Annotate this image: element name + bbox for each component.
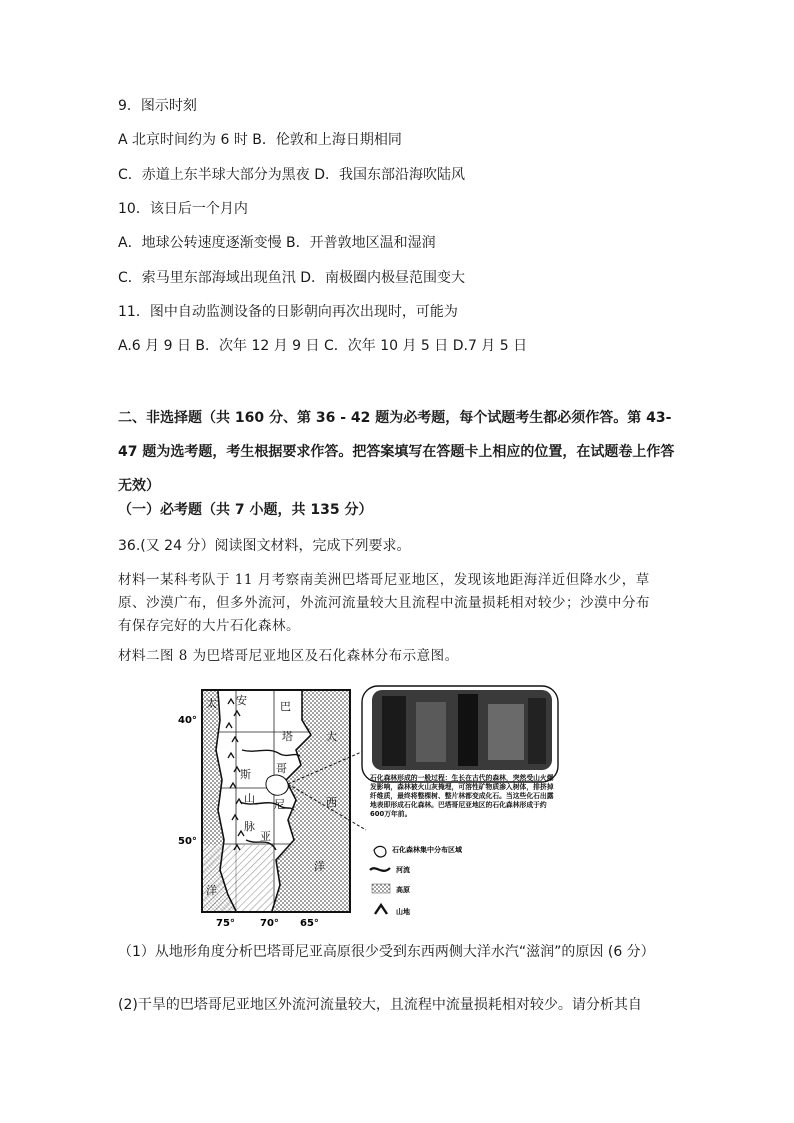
lon-label-65: 65° bbox=[300, 918, 319, 929]
question-11-stem: 11．图中自动监测设备的日影朝向再次出现时，可能为 bbox=[118, 304, 458, 320]
lat-label-50: 50° bbox=[178, 836, 197, 847]
map-label-si: 斯 bbox=[240, 768, 251, 781]
question-11-options: A.6 月 9 日 B．次年 12 月 9 日 C．次年 10 月 5 日 D.7 月 5 日 bbox=[118, 338, 528, 354]
map-label-da: 大 bbox=[326, 730, 337, 743]
material-1-line: 有保存完好的大片石化森林。 bbox=[118, 618, 300, 634]
legend-river-label: 河流 bbox=[396, 866, 410, 874]
legend-mountain-symbol bbox=[375, 905, 387, 914]
question-36-intro: 36.(又 24 分）阅读图文材料，完成下列要求。 bbox=[118, 538, 411, 554]
lon-label-70: 70° bbox=[260, 918, 279, 929]
map-label-ya: 亚 bbox=[260, 830, 271, 843]
section-heading: 二、非选择题（共 160 分、第 36 - 42 题为必考题，每个试题考生都必须作答。第 43-47 题为选考题，考生根据要求作答。把答案填写在答题卡上相应的位置，在试题卷上作答无效） bbox=[118, 410, 675, 494]
map-label-tai: 太 bbox=[206, 697, 217, 710]
legend-forest-label: 石化森林集中分布区域 bbox=[392, 846, 462, 854]
legend-plateau-symbol bbox=[372, 884, 390, 893]
map-label-yang-east: 洋 bbox=[314, 860, 325, 873]
petrified-forest-photo bbox=[362, 686, 558, 782]
petrified-forest-region bbox=[266, 775, 288, 795]
figure-legend bbox=[370, 845, 463, 916]
map-label-ba: 巴 bbox=[280, 700, 291, 713]
map-label-an: 安 bbox=[236, 694, 247, 707]
question-10-stem: 10．该日后一个月内 bbox=[118, 201, 248, 217]
figure-caption: 石化森林形成的一般过程：生长在古代的森林，突然受山火爆发影响，森林被火山灰掩埋，可溶性矿物质渗入树体，排挤掉纤维质，最终将整棵树、整片林都变成化石。当这些化石出露地表即形成石化森林。巴塔哥尼亚地区的石化森林形成于约600万年前。 bbox=[370, 774, 554, 818]
section-subheading: （一）必考题（共 7 小题，共 135 分） bbox=[118, 502, 373, 518]
question-10-options-cd: C．索马里东部海域出现鱼汛 D．南极圈内极昼范围变大 bbox=[118, 270, 466, 286]
legend-forest-symbol bbox=[374, 846, 386, 857]
question-36-part-2: (2)干旱的巴塔哥尼亚地区外流河流量较大，且流程中流量损耗相对较少。请分析其自 bbox=[118, 997, 642, 1013]
map-label-ge: 哥 bbox=[276, 762, 287, 775]
material-1-line: 材料一某科考队于 11 月考察南美洲巴塔哥尼亚地区，发现该地距海洋近但降水少，草 bbox=[118, 572, 650, 588]
map-label-yang-west: 洋 bbox=[206, 884, 217, 897]
lon-label-75: 75° bbox=[216, 918, 235, 929]
material-2: 材料二图 8 为巴塔哥尼亚地区及石化森林分布示意图。 bbox=[118, 648, 459, 664]
map-label-mai: 脉 bbox=[244, 820, 255, 833]
material-1-line: 原、沙漠广布，但多外流河，外流河流量较大且流程中流量损耗相对较少；沙漠中分布 bbox=[118, 595, 650, 611]
question-10-options-ab: A．地球公转速度逐渐变慢 B．开普敦地区温和湿润 bbox=[118, 235, 436, 251]
map-label-xi: 西 bbox=[326, 796, 337, 809]
lat-label-40: 40° bbox=[178, 715, 197, 726]
map-label-shan: 山 bbox=[244, 792, 255, 805]
map-label-ni: 尼 bbox=[274, 798, 285, 811]
legend-plateau-label: 高原 bbox=[396, 886, 410, 894]
question-9-options-cd: C．赤道上东半球大部分为黑夜 D．我国东部沿海吹陆风 bbox=[118, 167, 466, 183]
question-9-options-ab: A 北京时间约为 6 时 B．伦敦和上海日期相同 bbox=[118, 132, 402, 148]
question-36-part-1: （1）从地形角度分析巴塔哥尼亚高原很少受到东西两侧大洋水汽“滋润”的原因 (6 分） bbox=[118, 944, 655, 960]
legend-mountain-label: 山地 bbox=[396, 908, 410, 916]
legend-river-symbol bbox=[370, 868, 390, 871]
map-label-ta: 塔 bbox=[282, 730, 293, 743]
question-9-stem: 9．图示时刻 bbox=[118, 98, 197, 114]
patagonia-map-figure bbox=[176, 680, 560, 930]
